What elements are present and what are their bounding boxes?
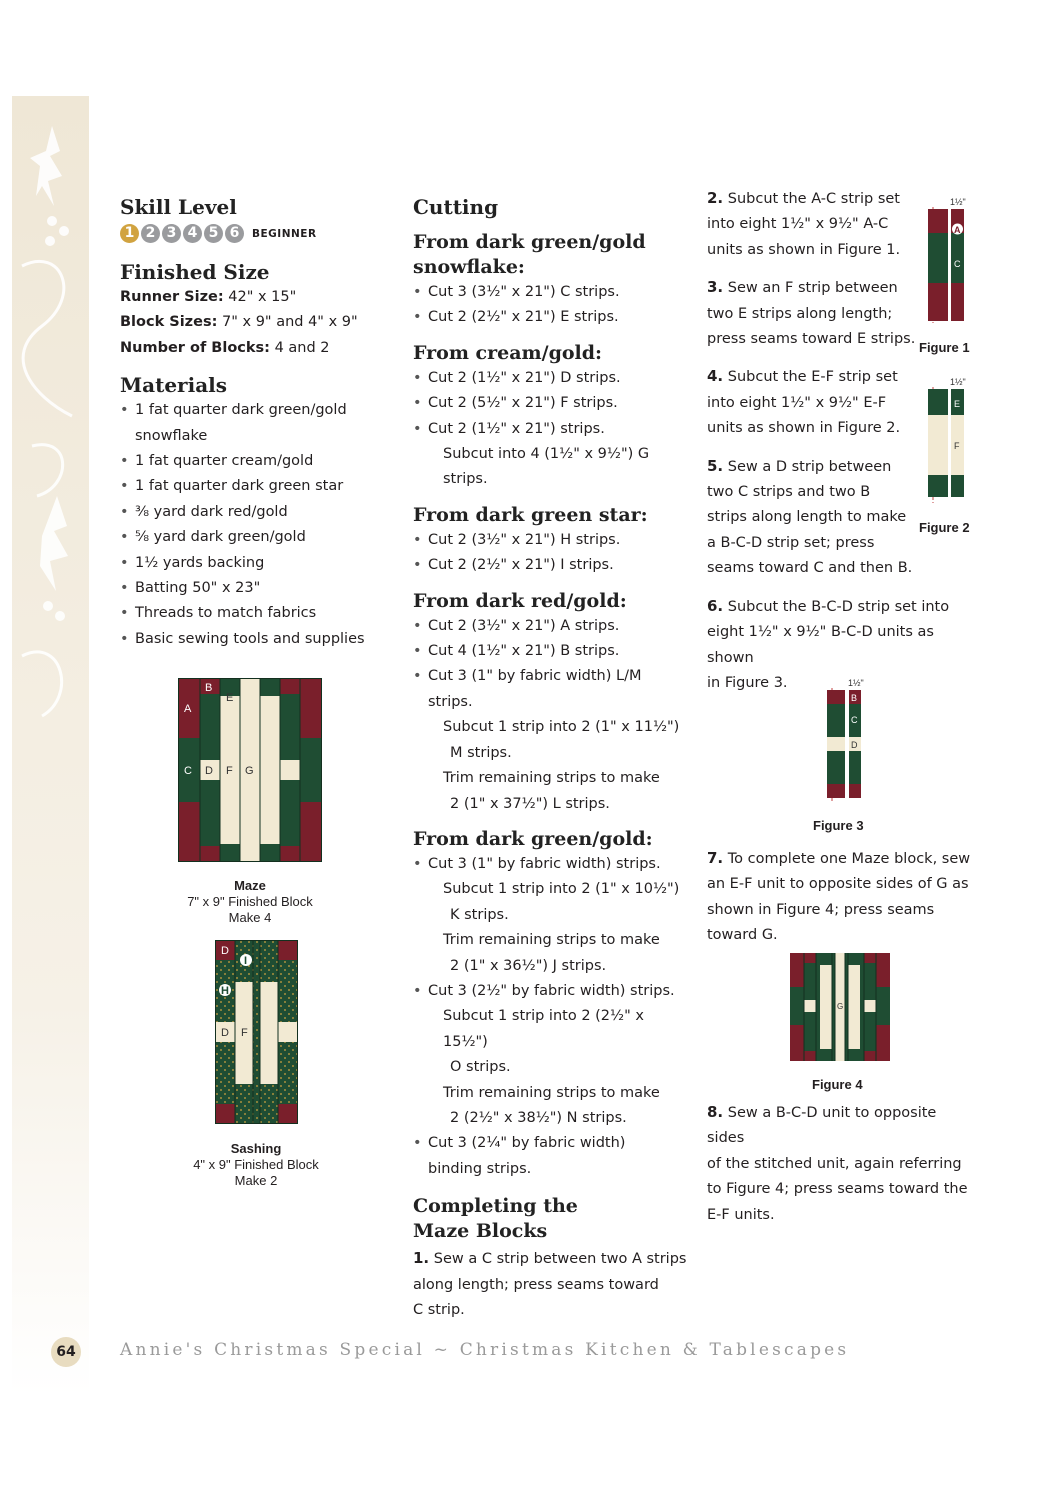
skill-level-4: 4 [183,224,202,243]
list-item: • Cut 2 (1½" x 21") D strips. [413,366,688,391]
step-text: eight 1½" x 9½" B-C-D units as shown [707,624,934,666]
cutting-list [413,528,688,579]
step-text: Subcut the E-F strip set [727,369,898,386]
step-number: 2. [707,189,724,207]
step-text: press seams toward E strips. [707,331,916,348]
maze-caption-make: Make 4 [228,910,272,925]
cutting-group-title: From cream/gold: [413,341,603,364]
cutting-list [413,852,688,1182]
figure-3-diagram [820,676,870,804]
block-sizes-label: Block Sizes: [120,314,218,331]
maze-label-e: E [226,692,234,704]
maze-caption-title: Maze [234,878,266,893]
cutting-group-title: From dark green/gold: [413,827,653,850]
list-item: • Cut 2 (2½" x 21") I strips. [413,553,688,578]
figure-2-label-e: E [954,399,961,409]
maze-caption-size: 7" x 9" Finished Block [187,894,313,909]
number-of-blocks [120,336,370,361]
skill-level-indicator [120,224,370,243]
list-item: • Basic sewing tools and supplies [120,627,370,652]
step-1 [413,1246,688,1323]
skill-level-6: 6 [225,224,244,243]
block-sizes [120,310,370,335]
list-subitem: 2 (2½" x 38½") N strips. [450,1109,627,1126]
step-7 [707,846,975,949]
list-item: • 1 fat quarter dark green/gold snowflake [120,398,370,449]
figure-1-dimension: 1½" [950,197,966,207]
materials-list [120,398,370,652]
list-item: • Batting 50" x 23" [120,576,370,601]
list-item [413,979,688,1131]
list-item: • Cut 2 (3½" x 21") A strips. [413,614,688,639]
step-text: units as shown in Figure 2. [707,420,901,437]
list-subitem: Trim remaining strips to make [443,1084,660,1101]
list-item: • Cut 2 (2½" x 21") E strips. [413,305,688,330]
cutting-group-title: From dark green star: [413,503,648,526]
list-item: • 1 fat quarter dark green star [120,474,370,499]
list-item [413,1131,688,1182]
figure-1-label-c: C [954,259,961,269]
sashing-label-i: I [244,955,248,967]
figure-3-dimension: 1½" [848,678,864,688]
step-text: two E strips along length; [707,305,893,322]
step-text: To complete one Maze block, sew [727,851,971,867]
figure-4-label-g: G [837,1002,844,1011]
step-text: an E-F unit to opposite sides of G as [707,876,969,893]
sashing-label-f: F [241,1027,248,1039]
list-item: • Cut 3 (3½" x 21") C strips. [413,280,688,305]
sashing-block-caption [176,1141,336,1189]
sashing-block-diagram [215,940,298,1124]
step-text: Sew a B-C-D unit to opposite sides [707,1105,937,1147]
step-text: into eight 1½" x 9½" E-F [707,394,887,411]
step-text: Subcut the B-C-D strip set into [727,598,950,615]
list-item [413,664,688,816]
figure-1-diagram [920,195,970,325]
runner-size-label: Runner Size: [120,289,224,305]
list-item: • Cut 2 (3½" x 21") H strips. [413,528,688,553]
step-text: shown in Figure 4; press seams [707,901,935,918]
step-7-block [707,846,975,949]
number-of-blocks-label: Number of Blocks: [120,339,270,356]
skill-level-3: 3 [162,224,181,243]
step-text: Sew an F strip between [727,280,898,297]
step-text: Subcut the A-C strip set [727,191,900,207]
figure-3-label-d: D [851,740,858,750]
runner-size-value: 42" x 15" [228,289,297,305]
figure-4-caption: Figure 4 [812,1077,863,1092]
maze-block-diagram [178,678,322,862]
list-item-text: Cut 3 (2¼" by fabric width) [428,1135,626,1152]
step-text: Sew a D strip between [727,458,892,475]
step-number: 8. [707,1103,724,1121]
step-text: into eight 1½" x 9½" A-C [707,216,889,233]
step-number: 3. [707,278,724,297]
completing-heading-line2: Maze Blocks [413,1220,548,1243]
maze-block-caption [170,878,330,926]
sashing-caption-title: Sashing [230,1141,282,1156]
step-number: 5. [707,456,724,475]
list-item: • Cut 2 (5½" x 21") F strips. [413,391,688,416]
step-text: units as shown in Figure 1. [707,241,901,258]
step-text: in Figure 3. [707,674,788,691]
block-sizes-value: 7" x 9" and 4" x 9" [222,314,358,331]
step-number: 1. [413,1249,430,1268]
list-subitem: Subcut into 4 (1½" x 9½") G strips. [443,446,650,488]
page-number: 64 [51,1337,81,1367]
step-8 [707,1100,975,1228]
figure-3-label-b: B [851,693,858,703]
completing-heading [413,1194,688,1244]
maze-label-c: C [184,765,192,777]
runner-size [120,285,370,310]
list-item: • Threads to match fabrics [120,601,370,626]
list-subitem: Subcut 1 strip into 2 (1" x 10½") [443,881,680,898]
sashing-caption-make: Make 2 [234,1173,278,1188]
sashing-caption-size: 4" x 9" Finished Block [193,1157,319,1172]
step-text: strips along length to make [707,509,907,526]
left-column [120,195,370,652]
skill-level-1: 1 [120,224,139,243]
middle-column [413,195,688,1323]
maze-label-g: G [245,765,254,777]
footer-title: Annie's Christmas Special ~ Christmas Kitchen & Tablescapes [120,1340,850,1360]
step-text: toward G. [707,927,778,944]
step-text: to Figure 4; press seams toward the [707,1181,968,1198]
cutting-list [413,366,688,493]
list-item: • 1½ yards backing [120,551,370,576]
list-subitem: 2 (1" x 36½") J strips. [450,957,607,974]
maze-label-b: B [205,682,213,694]
step-number: 4. [707,367,724,386]
step-number: 6. [707,596,724,615]
figure-2-diagram [920,375,970,505]
figure-2-label-f: F [954,441,960,451]
list-subitem: 2 (1" x 37½") L strips. [450,795,610,812]
step-text: C strip. [413,1302,465,1318]
skill-level-5: 5 [204,224,223,243]
skill-level-heading: Skill Level [120,195,237,219]
list-item-text: Cut 3 (2½" by fabric width) strips. [428,982,675,999]
materials-heading: Materials [120,373,228,398]
cutting-list [413,614,688,817]
figure-3-label-c: C [851,715,858,725]
skill-level-label: BEGINNER [252,227,317,240]
list-item: • Cut 4 (1½" x 21") B strips. [413,639,688,664]
step-number: 7. [707,849,724,867]
list-item [413,417,688,493]
maze-label-d: D [205,765,213,777]
list-item: • ⅜ yard dark red/gold [120,500,370,525]
cutting-group-title: From dark red/gold: [413,589,627,612]
list-item-text: Cut 3 (1" by fabric width) L/M strips. [428,668,642,710]
figure-2-dimension: 1½" [950,377,966,387]
step-text: a B-C-D strip set; press [707,534,875,551]
step-text: along length; press seams toward [413,1276,659,1293]
step-text: of the stitched unit, again referring [707,1155,962,1172]
list-subitem: Trim remaining strips to make [443,932,660,949]
list-subitem: M strips. [450,744,512,761]
list-item: • ⅝ yard dark green/gold [120,525,370,550]
cutting-list [413,280,688,331]
list-subitem: O strips. [450,1059,511,1076]
figure-1-label-a: A [954,225,961,235]
list-item-text: Cut 2 (1½" x 21") strips. [428,420,605,437]
step-text: seams toward C and then B. [707,560,913,577]
list-subitem: K strips. [450,906,509,923]
decorative-sidebar [12,96,89,1396]
cutting-heading: Cutting [413,195,499,219]
completing-heading-line1: Completing the [413,1195,578,1218]
skill-level-2: 2 [141,224,160,243]
list-subitem: Trim remaining strips to make [443,770,660,787]
figure-1-caption: Figure 1 [919,340,970,355]
figure-4-diagram [790,953,890,1061]
maze-label-f: F [226,765,233,777]
cutting-group-title: From dark green/gold snowflake: [413,231,646,278]
figure-2-caption: Figure 2 [919,520,970,535]
maze-label-a: A [184,703,192,715]
step-text: two C strips and two B [707,484,871,501]
list-item-text: binding strips. [428,1160,532,1177]
sashing-label-d: D [221,1027,229,1039]
holly-ornament-icon [12,96,89,796]
step-text: Sew a C strip between two A strips [433,1251,687,1268]
step-8-block [707,1100,975,1228]
list-subitem: Subcut 1 strip into 2 (1" x 11½") [443,719,680,736]
sashing-label-h: H [221,985,229,997]
list-item: • 1 fat quarter cream/gold [120,449,370,474]
sashing-label-d-top: D [221,945,229,957]
list-item-text: Cut 3 (1" by fabric width) strips. [428,855,661,872]
list-subitem: Subcut 1 strip into 2 (2½" x 15½") [443,1008,644,1050]
list-item [413,852,688,979]
figure-3-caption: Figure 3 [813,818,864,833]
step-text: E-F units. [707,1206,775,1223]
finished-size-heading: Finished Size [120,260,270,284]
number-of-blocks-value: 4 and 2 [274,339,330,356]
